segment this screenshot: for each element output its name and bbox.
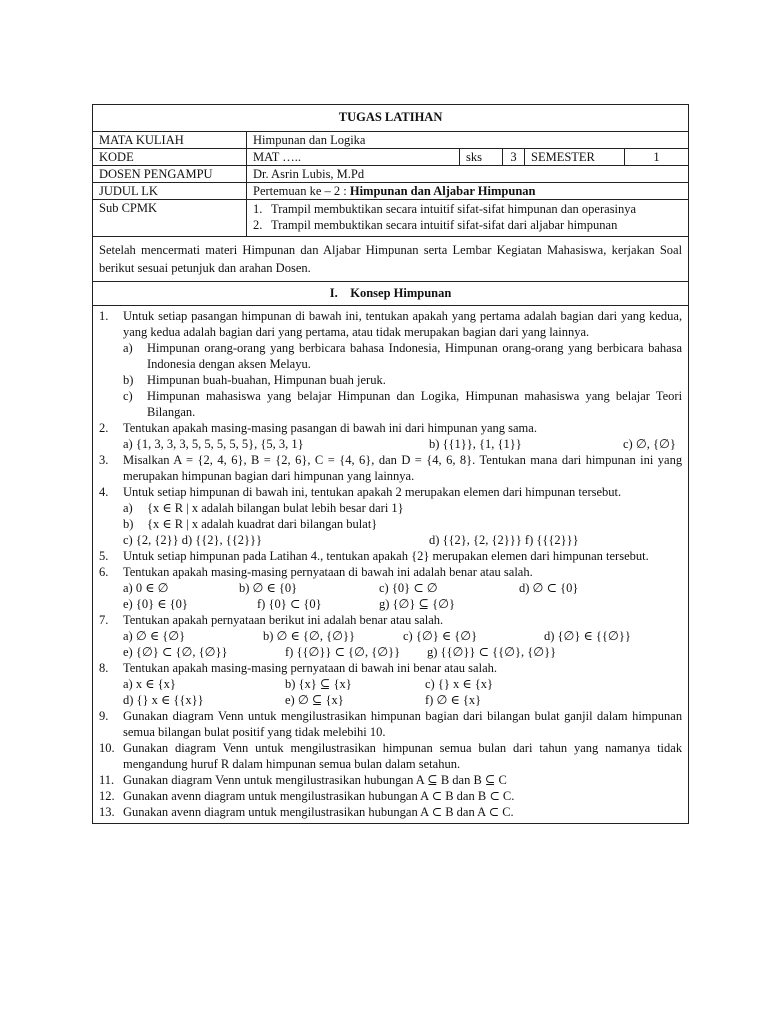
option-letter: c) (123, 389, 133, 403)
option-text: b) ∅ ∈ {0} (239, 581, 298, 595)
cpmk-label: Sub CPMK (93, 200, 247, 237)
question-number: 8. (99, 661, 109, 675)
semester-value: 1 (625, 149, 689, 166)
question-2 (99, 420, 682, 436)
question-number: 10. (99, 741, 115, 755)
question-5 (99, 548, 682, 564)
option-text: {x ∈ R | x adalah kuadrat dari bilangan bulat} (147, 517, 378, 531)
section-number: I. (329, 286, 338, 300)
question-text: Untuk setiap himpunan pada Latihan 4., tentukan apakah {2} merupakan elemen dari himpunan tersebut. (123, 549, 649, 563)
question-8 (99, 660, 682, 676)
option-text: b) {{1}}, {1, {1}} (429, 437, 522, 451)
section-heading (93, 282, 689, 306)
question-text: Gunakan avenn diagram untuk mengilustrasikan hubungan A ⊂ B dan B ⊂ C. (123, 789, 515, 803)
question-4-options-cd (123, 532, 682, 548)
question-number: 11. (99, 773, 115, 787)
question-6-options-row1 (123, 580, 682, 596)
question-number: 3. (99, 453, 109, 467)
option-text: Himpunan buah-buahan, Himpunan buah jeruk. (147, 373, 386, 387)
semester-label: SEMESTER (525, 149, 625, 166)
option-text: d) {{2}, {2, {2}}} f) {{{2}}} (429, 533, 579, 547)
option-text: c) {2, {2}} d) {{2}, {{2}}} (123, 533, 262, 547)
option-text: d) ∅ ⊂ {0} (519, 581, 579, 595)
question-4-option-a (123, 500, 682, 516)
kode-label: KODE (93, 149, 247, 166)
option-text: g) {∅} ⊆ {∅} (379, 597, 456, 611)
question-number: 6. (99, 565, 109, 579)
cpmk-list-cell (247, 200, 689, 237)
option-text: c) {∅} ∈ {∅} (403, 629, 478, 643)
cpmk-item (253, 217, 682, 233)
cpmk-text: Trampil membuktikan secara intuitif sifat-sifat himpunan dan operasinya (271, 202, 637, 216)
option-text: f) {0} ⊂ {0} (257, 597, 322, 611)
cpmk-list (253, 201, 682, 233)
question-7-options-row1 (123, 628, 682, 644)
option-letter: b) (123, 517, 134, 531)
question-number: 12. (99, 789, 115, 803)
question-6-options-row2 (123, 596, 682, 612)
option-text: a) {1, 3, 3, 3, 5, 5, 5, 5, 5}, {5, 3, 1} (123, 437, 304, 451)
question-text: Untuk setiap pasangan himpunan di bawah ini, tentukan apakah yang pertama adalah bagian dari yang kedua, yang kedua adalah bagian dari yang pertama, atau tidak merupakan bagian dari yang lainnya. (123, 309, 683, 339)
section-title: Konsep Himpunan (350, 286, 452, 300)
question-8-options-row2 (123, 692, 682, 708)
question-text: Tentukan apakah pernyataan berikut ini adalah benar atau salah. (123, 613, 444, 627)
option-letter: b) (123, 373, 134, 387)
question-11 (99, 772, 682, 788)
question-number: 13. (99, 805, 115, 819)
option-text: Himpunan orang-orang yang berbicara bahasa Indonesia, Himpunan orang-orang yang berbicara bahasa Indonesia dengan aksen Melayu. (147, 341, 683, 371)
cpmk-number: 1. (253, 202, 263, 216)
question-1-option-c (123, 388, 682, 420)
question-text: Tentukan apakah masing-masing pernyataan di bawah ini benar atau salah. (123, 661, 497, 675)
question-4 (99, 484, 682, 500)
question-number: 5. (99, 549, 109, 563)
question-6 (99, 564, 682, 580)
option-text: d) {∅} ∈ {{∅}} (544, 629, 631, 643)
cpmk-number: 2. (253, 218, 263, 232)
option-text: a) 0 ∈ ∅ (123, 581, 169, 595)
question-1 (99, 308, 682, 340)
cpmk-text: Trampil membuktikan secara intuitif sifat-sifat dari aljabar himpunan (271, 218, 618, 232)
questions-cell (93, 306, 689, 824)
question-text: Gunakan diagram Venn untuk mengilustrasikan hubungan A ⊆ B dan B ⊆ C (123, 773, 507, 787)
question-13 (99, 804, 682, 820)
question-number: 1. (99, 309, 109, 323)
question-2-options (123, 436, 682, 452)
sks-label: sks (460, 149, 503, 166)
question-text: Misalkan A = {2, 4, 6}, B = {2, 6}, C = {4, 6}, dan D = {4, 6, 8}. Tentukan mana dari himpunan ini yang merupakan himpunan bagian dari himpunan yang lainnya. (123, 453, 683, 483)
option-letter: a) (123, 341, 133, 355)
judul-value (247, 183, 689, 200)
option-text: e) ∅ ⊆ {x} (285, 693, 344, 707)
judul-label: JUDUL LK (93, 183, 247, 200)
worksheet-table (92, 104, 689, 824)
question-number: 9. (99, 709, 109, 723)
question-8-options-row1 (123, 676, 682, 692)
question-text: Gunakan avenn diagram untuk mengilustrasikan hubungan A ⊂ B dan A ⊂ C. (123, 805, 514, 819)
cpmk-item (253, 201, 682, 217)
option-text: e) {0} ∈ {0} (123, 597, 188, 611)
option-text: Himpunan mahasiswa yang belajar Himpunan dan Logika, Himpunan mahasiswa yang belajar Teori Bilangan. (147, 389, 683, 419)
mata-kuliah-label: MATA KULIAH (93, 132, 247, 149)
option-text: f) ∅ ∈ {x} (425, 693, 482, 707)
option-text: d) {} x ∈ {{x}} (123, 693, 204, 707)
intro-text: Setelah mencermati materi Himpunan dan Aljabar Himpunan serta Lembar Kegiatan Mahasiswa, kerjakan Soal berikut sesuai petunjuk dan arahan Dosen. (93, 237, 689, 282)
question-1-option-a (123, 340, 682, 372)
option-text: e) {∅} ⊂ {∅, {∅}} (123, 645, 228, 659)
dosen-value: Dr. Asrin Lubis, M.Pd (247, 166, 689, 183)
document-title: TUGAS LATIHAN (93, 105, 689, 132)
option-text: {x ∈ R | x adalah bilangan bulat lebih besar dari 1} (147, 501, 404, 515)
question-3 (99, 452, 682, 484)
question-9 (99, 708, 682, 740)
question-10 (99, 740, 682, 772)
question-1-option-b (123, 372, 682, 388)
option-text: g) {{∅}} ⊂ {{∅}, {∅}} (427, 645, 557, 659)
question-number: 4. (99, 485, 109, 499)
question-number: 2. (99, 421, 109, 435)
option-text: c) {0} ⊂ ∅ (379, 581, 438, 595)
mata-kuliah-value: Himpunan dan Logika (247, 132, 689, 149)
kode-value: MAT ….. (247, 149, 460, 166)
sks-value: 3 (503, 149, 525, 166)
question-text: Gunakan diagram Venn untuk mengilustrasikan himpunan bagian dari bilangan bulat ganjil dalam himpunan semua bilangan bulat positif yang tidak melebihi 10. (123, 709, 683, 739)
question-7 (99, 612, 682, 628)
option-letter: a) (123, 501, 133, 515)
question-text: Tentukan apakah masing-masing pernyataan di bawah ini adalah benar atau salah. (123, 565, 533, 579)
judul-bold: Himpunan dan Aljabar Himpunan (349, 184, 536, 198)
question-4-option-b (123, 516, 682, 532)
option-text: b) {x} ⊆ {x} (285, 677, 352, 691)
question-12 (99, 788, 682, 804)
question-7-options-row2 (123, 644, 682, 660)
judul-prefix: Pertemuan ke – 2 : (253, 184, 350, 198)
option-text: b) ∅ ∈ {∅, {∅}} (263, 629, 355, 643)
question-text: Tentukan apakah masing-masing pasangan di bawah ini dari himpunan yang sama. (123, 421, 537, 435)
worksheet (92, 104, 688, 824)
question-number: 7. (99, 613, 109, 627)
question-text: Gunakan diagram Venn untuk mengilustrasikan himpunan semua bulan dari tahun yang namanya tidak mengandung huruf R dalam himpunan semua bulan dalam setahun. (123, 741, 683, 771)
option-text: c) {} x ∈ {x} (425, 677, 493, 691)
dosen-label: DOSEN PENGAMPU (93, 166, 247, 183)
option-text: a) x ∈ {x} (123, 677, 176, 691)
option-text: c) ∅, {∅} (623, 437, 676, 451)
option-text: f) {{∅}} ⊂ {∅, {∅}} (285, 645, 401, 659)
question-text: Untuk setiap himpunan di bawah ini, tentukan apakah 2 merupakan elemen dari himpunan tersebut. (123, 485, 622, 499)
option-text: a) ∅ ∈ {∅} (123, 629, 186, 643)
